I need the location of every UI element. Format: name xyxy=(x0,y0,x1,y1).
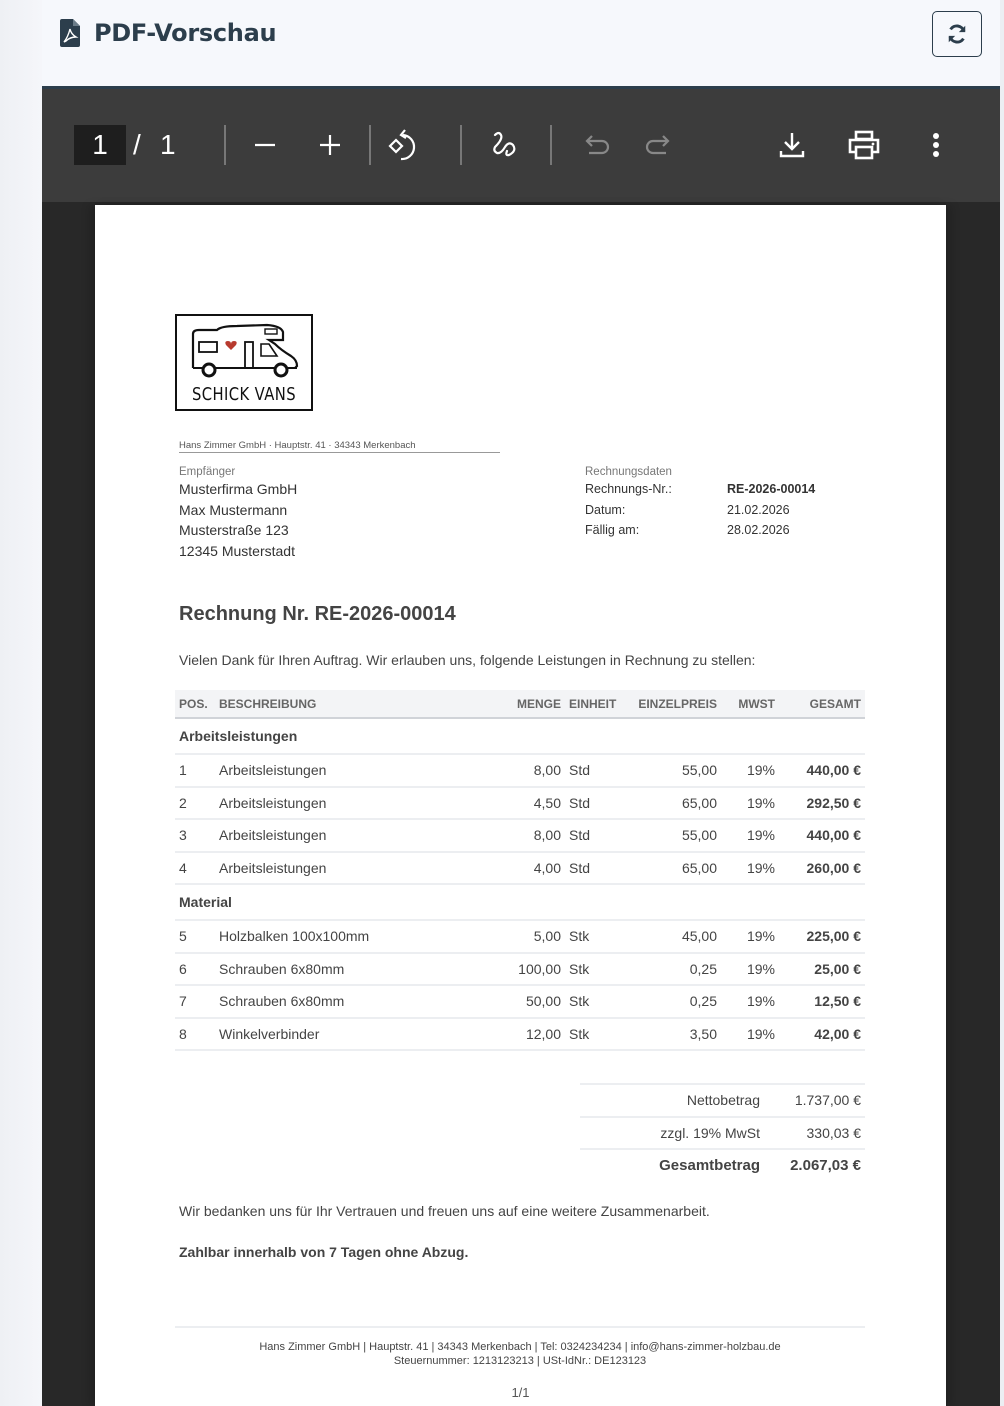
cell-einheit: Stk xyxy=(569,993,590,1010)
invoice-data-key: Rechnungs-Nr.: xyxy=(585,482,672,496)
totals-label: Gesamtbetrag xyxy=(659,1156,760,1174)
col-header-pos: POS. xyxy=(179,696,208,711)
undo-icon xyxy=(582,131,610,159)
pdf-toolbar xyxy=(42,89,1000,202)
cell-menge: 100,00 xyxy=(518,960,561,977)
cell-mwst: 19% xyxy=(746,993,775,1010)
invoice-intro: Vielen Dank für Ihren Auftrag. Wir erlauben uns, folgende Leistungen in Rechnung zu stellen: xyxy=(179,652,756,668)
cell-preis: 55,00 xyxy=(681,827,717,844)
cell-mwst: 19% xyxy=(746,762,775,779)
recipient-line: Musterfirma GmbH xyxy=(179,481,298,497)
table-row xyxy=(175,755,865,788)
cell-einheit: Stk xyxy=(569,960,590,977)
toolbar-divider xyxy=(224,125,226,165)
logo-text: SCHICK VANS xyxy=(192,384,296,405)
cell-desc: Arbeitsleistungen xyxy=(219,827,327,844)
invoice-data-block xyxy=(585,465,845,541)
download-icon xyxy=(778,131,806,159)
print-icon xyxy=(847,130,881,160)
table-row xyxy=(175,1019,865,1052)
totals-label: Nettobetrag xyxy=(686,1092,760,1109)
pdf-viewer xyxy=(42,89,1000,1406)
col-header-mwst: MWST xyxy=(738,696,775,711)
cell-total: 292,50 € xyxy=(806,794,861,811)
invoice-date-row xyxy=(585,500,845,521)
toolbar-divider xyxy=(369,125,371,165)
footer-line: Hans Zimmer GmbH | Hauptstr. 41 | 34343 Merkenbach | Tel: 0324234234 | info@hans-zimmer-holzbau.de xyxy=(259,1341,781,1353)
cell-desc: Holzbalken 100x100mm xyxy=(219,928,370,945)
cell-desc: Arbeitsleistungen xyxy=(219,794,327,811)
cell-total: 12,50 € xyxy=(814,993,861,1010)
rotate-icon xyxy=(387,128,421,162)
totals-label: zzgl. 19% MwSt xyxy=(660,1124,760,1141)
cell-pos: 5 xyxy=(179,928,187,945)
col-header-menge: MENGE xyxy=(516,696,561,711)
cell-einheit: Std xyxy=(569,827,591,844)
toolbar-divider xyxy=(550,125,552,165)
print-button[interactable] xyxy=(844,125,884,165)
cell-einheit: Std xyxy=(569,762,591,779)
totals-value: 2.067,03 € xyxy=(790,1156,861,1174)
cell-menge: 8,00 xyxy=(533,827,561,844)
col-header-einheit: EINHEIT xyxy=(569,696,617,711)
col-header-preis: EINZELPREIS xyxy=(638,696,717,711)
zoom-out-icon xyxy=(253,133,277,157)
cell-mwst: 19% xyxy=(746,859,775,876)
cell-total: 42,00 € xyxy=(814,1025,861,1042)
cell-preis: 45,00 xyxy=(681,928,717,945)
cell-pos: 1 xyxy=(179,762,187,779)
cell-preis: 0,25 xyxy=(689,960,717,977)
cell-menge: 4,00 xyxy=(533,859,561,876)
cell-preis: 3,50 xyxy=(689,1025,717,1042)
footer-line: Steuernummer: 1213123213 | USt-IdNr.: DE123123 xyxy=(393,1355,647,1367)
cell-mwst: 19% xyxy=(746,794,775,811)
table-row xyxy=(175,853,865,886)
cell-pos: 2 xyxy=(179,794,187,811)
file-pdf-icon xyxy=(60,19,80,47)
undo-button[interactable] xyxy=(576,125,616,165)
payment-terms: Zahlbar innerhalb von 7 Tagen ohne Abzug. xyxy=(179,1244,469,1260)
download-button[interactable] xyxy=(772,125,812,165)
zoom-in-button[interactable] xyxy=(310,125,350,165)
redo-icon xyxy=(645,131,673,159)
footer-divider xyxy=(175,1326,865,1328)
card-header xyxy=(42,0,1000,86)
cell-mwst: 19% xyxy=(746,928,775,945)
invoice-date-value: 21.02.2026 xyxy=(727,502,790,517)
cell-einheit: Std xyxy=(569,794,591,811)
recipient-line: Max Mustermann xyxy=(179,501,288,518)
totals-block xyxy=(580,1083,865,1181)
cell-einheit: Stk xyxy=(569,1025,590,1042)
cell-mwst: 19% xyxy=(746,960,775,977)
page-separator: / xyxy=(133,129,141,160)
more-vert-icon xyxy=(931,131,941,159)
toolbar-divider xyxy=(460,125,462,165)
table-row xyxy=(175,954,865,987)
cell-einheit: Std xyxy=(569,859,591,876)
cell-desc: Schrauben 6x80mm xyxy=(219,960,345,977)
table-row xyxy=(175,986,865,1019)
cell-menge: 5,00 xyxy=(533,928,561,945)
invoice-due-value: 28.02.2026 xyxy=(727,523,790,537)
title-wrap xyxy=(60,19,276,47)
group-heading: Arbeitsleistungen xyxy=(175,719,865,755)
annotate-button[interactable] xyxy=(485,125,525,165)
cell-menge: 8,00 xyxy=(533,762,561,779)
totals-value: 330,03 € xyxy=(806,1124,861,1141)
table-body xyxy=(175,719,865,1051)
recipient-line: Musterstraße 123 xyxy=(179,522,289,538)
redo-button[interactable] xyxy=(639,125,679,165)
cell-preis: 0,25 xyxy=(689,993,717,1010)
cell-total: 440,00 € xyxy=(806,762,861,779)
table-row xyxy=(175,921,865,954)
page-number-input[interactable]: 1 xyxy=(74,125,126,165)
cell-pos: 8 xyxy=(179,1025,187,1042)
cell-mwst: 19% xyxy=(746,1025,775,1042)
cell-menge: 4,50 xyxy=(533,794,561,811)
recipient-label: Empfänger xyxy=(179,466,236,478)
cell-desc: Arbeitsleistungen xyxy=(219,859,327,876)
left-sidebar-edge xyxy=(0,0,42,1406)
refresh-button[interactable] xyxy=(932,11,982,57)
cell-pos: 6 xyxy=(179,960,187,977)
recipient-line: 12345 Musterstadt xyxy=(179,542,295,559)
recipient-block xyxy=(179,465,297,561)
invoice-data-key: Datum: xyxy=(585,502,626,517)
zoom-in-icon xyxy=(318,133,342,157)
line-items-table xyxy=(175,690,865,1051)
cell-total: 25,00 € xyxy=(814,960,861,977)
rotate-button[interactable] xyxy=(384,125,424,165)
cell-pos: 7 xyxy=(179,993,187,1010)
col-header-total: GESAMT xyxy=(809,696,861,711)
cell-menge: 50,00 xyxy=(525,993,561,1010)
cell-einheit: Stk xyxy=(569,928,590,945)
vat-row xyxy=(580,1116,865,1149)
pdf-preview-card xyxy=(42,0,1000,1406)
cell-preis: 65,00 xyxy=(681,794,717,811)
invoice-title: Rechnung Nr. RE-2026-00014 xyxy=(179,603,456,625)
more-options-button[interactable] xyxy=(916,125,956,165)
totals-value: 1.737,00 € xyxy=(794,1092,861,1109)
cell-desc: Arbeitsleistungen xyxy=(219,762,327,779)
refresh-icon xyxy=(946,23,968,45)
zoom-out-button[interactable] xyxy=(245,125,285,165)
page-title: PDF-Vorschau xyxy=(94,19,277,47)
company-logo xyxy=(175,314,313,411)
cell-total: 225,00 € xyxy=(806,928,861,945)
net-total-row xyxy=(580,1083,865,1116)
thanks-text: Wir bedanken uns für Ihr Vertrauen und freuen uns auf eine weitere Zusammenarbeit. xyxy=(179,1203,710,1219)
annotate-icon xyxy=(489,129,521,161)
cell-total: 440,00 € xyxy=(806,827,861,844)
cell-menge: 12,00 xyxy=(525,1025,561,1042)
grand-total-row xyxy=(580,1148,865,1181)
table-row xyxy=(175,820,865,853)
page-total: 1 xyxy=(160,129,176,160)
invoice-number-row xyxy=(585,479,845,500)
cell-pos: 3 xyxy=(179,827,187,844)
table-header xyxy=(175,690,865,719)
invoice-number-value: RE-2026-00014 xyxy=(727,482,816,496)
invoice-data-key: Fällig am: xyxy=(585,523,640,537)
sender-address-line: Hans Zimmer GmbH · Hauptstr. 41 · 34343 Merkenbach xyxy=(179,440,500,453)
document-footer xyxy=(175,1340,865,1368)
cell-desc: Winkelverbinder xyxy=(219,1025,320,1042)
cell-pos: 4 xyxy=(179,859,187,876)
cell-preis: 55,00 xyxy=(681,762,717,779)
pdf-page xyxy=(95,205,946,1406)
col-header-desc: BESCHREIBUNG xyxy=(219,696,317,711)
cell-desc: Schrauben 6x80mm xyxy=(219,993,345,1010)
page-number: 1/1 xyxy=(511,1385,530,1400)
cell-preis: 65,00 xyxy=(681,859,717,876)
camper-van-icon xyxy=(177,320,311,382)
cell-total: 260,00 € xyxy=(806,859,861,876)
invoice-due-row xyxy=(585,520,845,541)
invoice-data-label: Rechnungsdaten xyxy=(585,466,672,478)
cell-mwst: 19% xyxy=(746,827,775,844)
table-row xyxy=(175,788,865,821)
group-heading: Material xyxy=(175,885,865,921)
